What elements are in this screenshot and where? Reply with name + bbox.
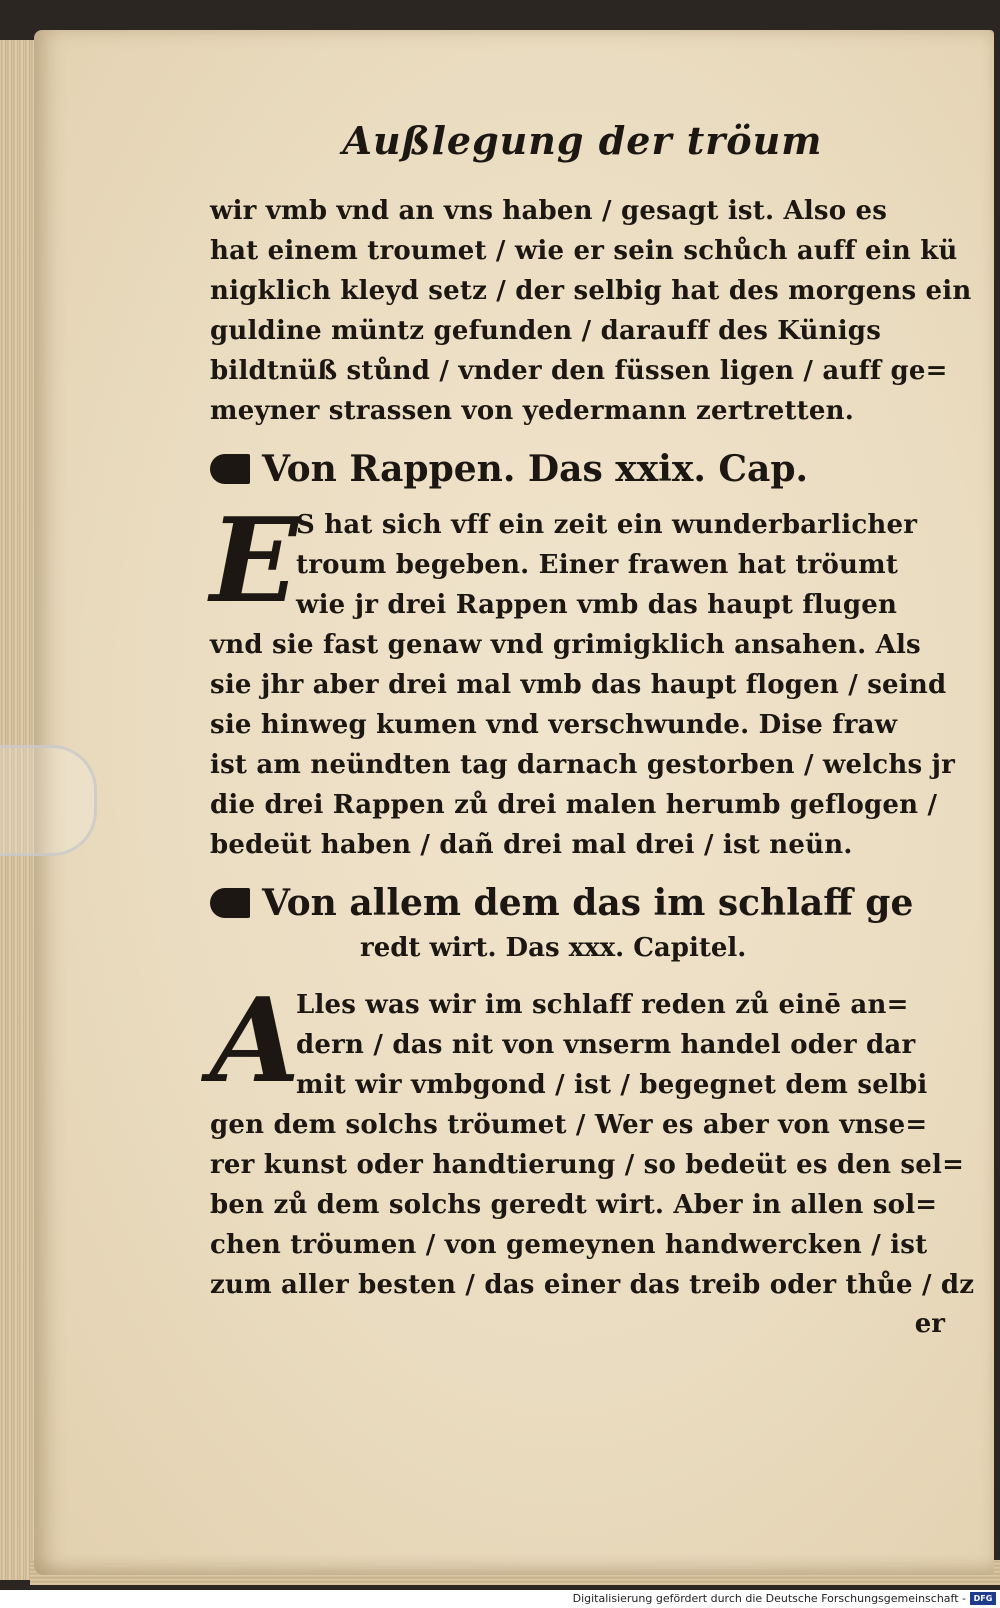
page-clip bbox=[0, 745, 97, 856]
text-line: zum aller besten / das einer das treib oder thůe / dz bbox=[210, 1270, 975, 1300]
text-line: nigklich kleyd setz / der selbig hat des morgens ein bbox=[210, 276, 972, 306]
initial-letter: A bbox=[210, 973, 301, 1109]
text-line: guldine müntz gefunden / darauff des Künigs bbox=[210, 316, 882, 346]
top-paragraph bbox=[210, 191, 972, 431]
text-line: ist am neündten tag darnach gestorben / welchs jr bbox=[210, 750, 956, 780]
text-line: gen dem solchs tröumet / Wer es aber von vnse= bbox=[210, 1110, 928, 1140]
pilcrow-icon bbox=[210, 454, 250, 484]
text-line: chen tröumen / von gemeynen handwercken / ist bbox=[210, 1230, 928, 1260]
text-line: mit wir vmbgond / ist / begegnet dem selbi bbox=[296, 1070, 928, 1100]
chapter-heading-text: Von Rappen. Das xxix. Cap. bbox=[262, 448, 809, 490]
running-head: Außlegung der tröum bbox=[342, 118, 823, 163]
pilcrow-icon bbox=[210, 888, 250, 918]
chapter-heading bbox=[210, 443, 955, 495]
text-line: S hat sich vff ein zeit ein wunderbarlicher bbox=[296, 510, 918, 540]
text-line: Lles was wir im schlaff reden zů einē an= bbox=[296, 990, 909, 1020]
chapter-heading-text: Von allem dem das im schlaff ge bbox=[262, 882, 914, 924]
text-line: meyner strassen von yedermann zertretten. bbox=[210, 396, 854, 426]
text-line: die drei Rappen zů drei malen herumb geflogen / bbox=[210, 790, 938, 820]
text-line: wie jr drei Rappen vmb das haupt flugen bbox=[296, 590, 898, 620]
chapter-paragraph bbox=[210, 493, 956, 865]
catchword: er bbox=[914, 1309, 945, 1339]
initial-letter: E bbox=[210, 493, 299, 629]
chapter-paragraph bbox=[210, 973, 975, 1305]
dfg-logo: DFG bbox=[970, 1592, 996, 1605]
text-line: ben zů dem solchs geredt wirt. Aber in allen sol= bbox=[210, 1190, 938, 1220]
text-line: sie jhr aber drei mal vmb das haupt flogen / seind bbox=[210, 670, 947, 700]
text-line: sie hinweg kumen vnd verschwunde. Dise fraw bbox=[210, 710, 898, 740]
text-line: bedeüt haben / dañ drei mal drei / ist neün. bbox=[210, 830, 853, 860]
text-line: vnd sie fast genaw vnd grimigklich ansahen. Als bbox=[210, 630, 921, 660]
chapter-heading-continuation: redt wirt. Das xxx. Capitel. bbox=[360, 933, 747, 963]
credit-text: Digitalisierung gefördert durch die Deutsche Forschungsgemeinschaft - bbox=[572, 1592, 966, 1605]
text-line: hat einem troumet / wie er sein schůch auff ein kü bbox=[210, 236, 958, 266]
text-line: dern / das nit von vnserm handel oder dar bbox=[296, 1030, 916, 1060]
chapter-heading bbox=[210, 877, 955, 929]
text-block bbox=[210, 110, 975, 1343]
text-line: rer kunst oder handtierung / so bedeüt es den sel= bbox=[210, 1150, 965, 1180]
text-line: troum begeben. Einer frawen hat tröumt bbox=[296, 550, 899, 580]
text-line: wir vmb vnd an vns haben / gesagt ist. Also es bbox=[210, 196, 888, 226]
text-line: bildtnüß stůnd / vnder den füssen ligen / auff ge= bbox=[210, 356, 948, 386]
digitization-credit bbox=[0, 1590, 1000, 1608]
